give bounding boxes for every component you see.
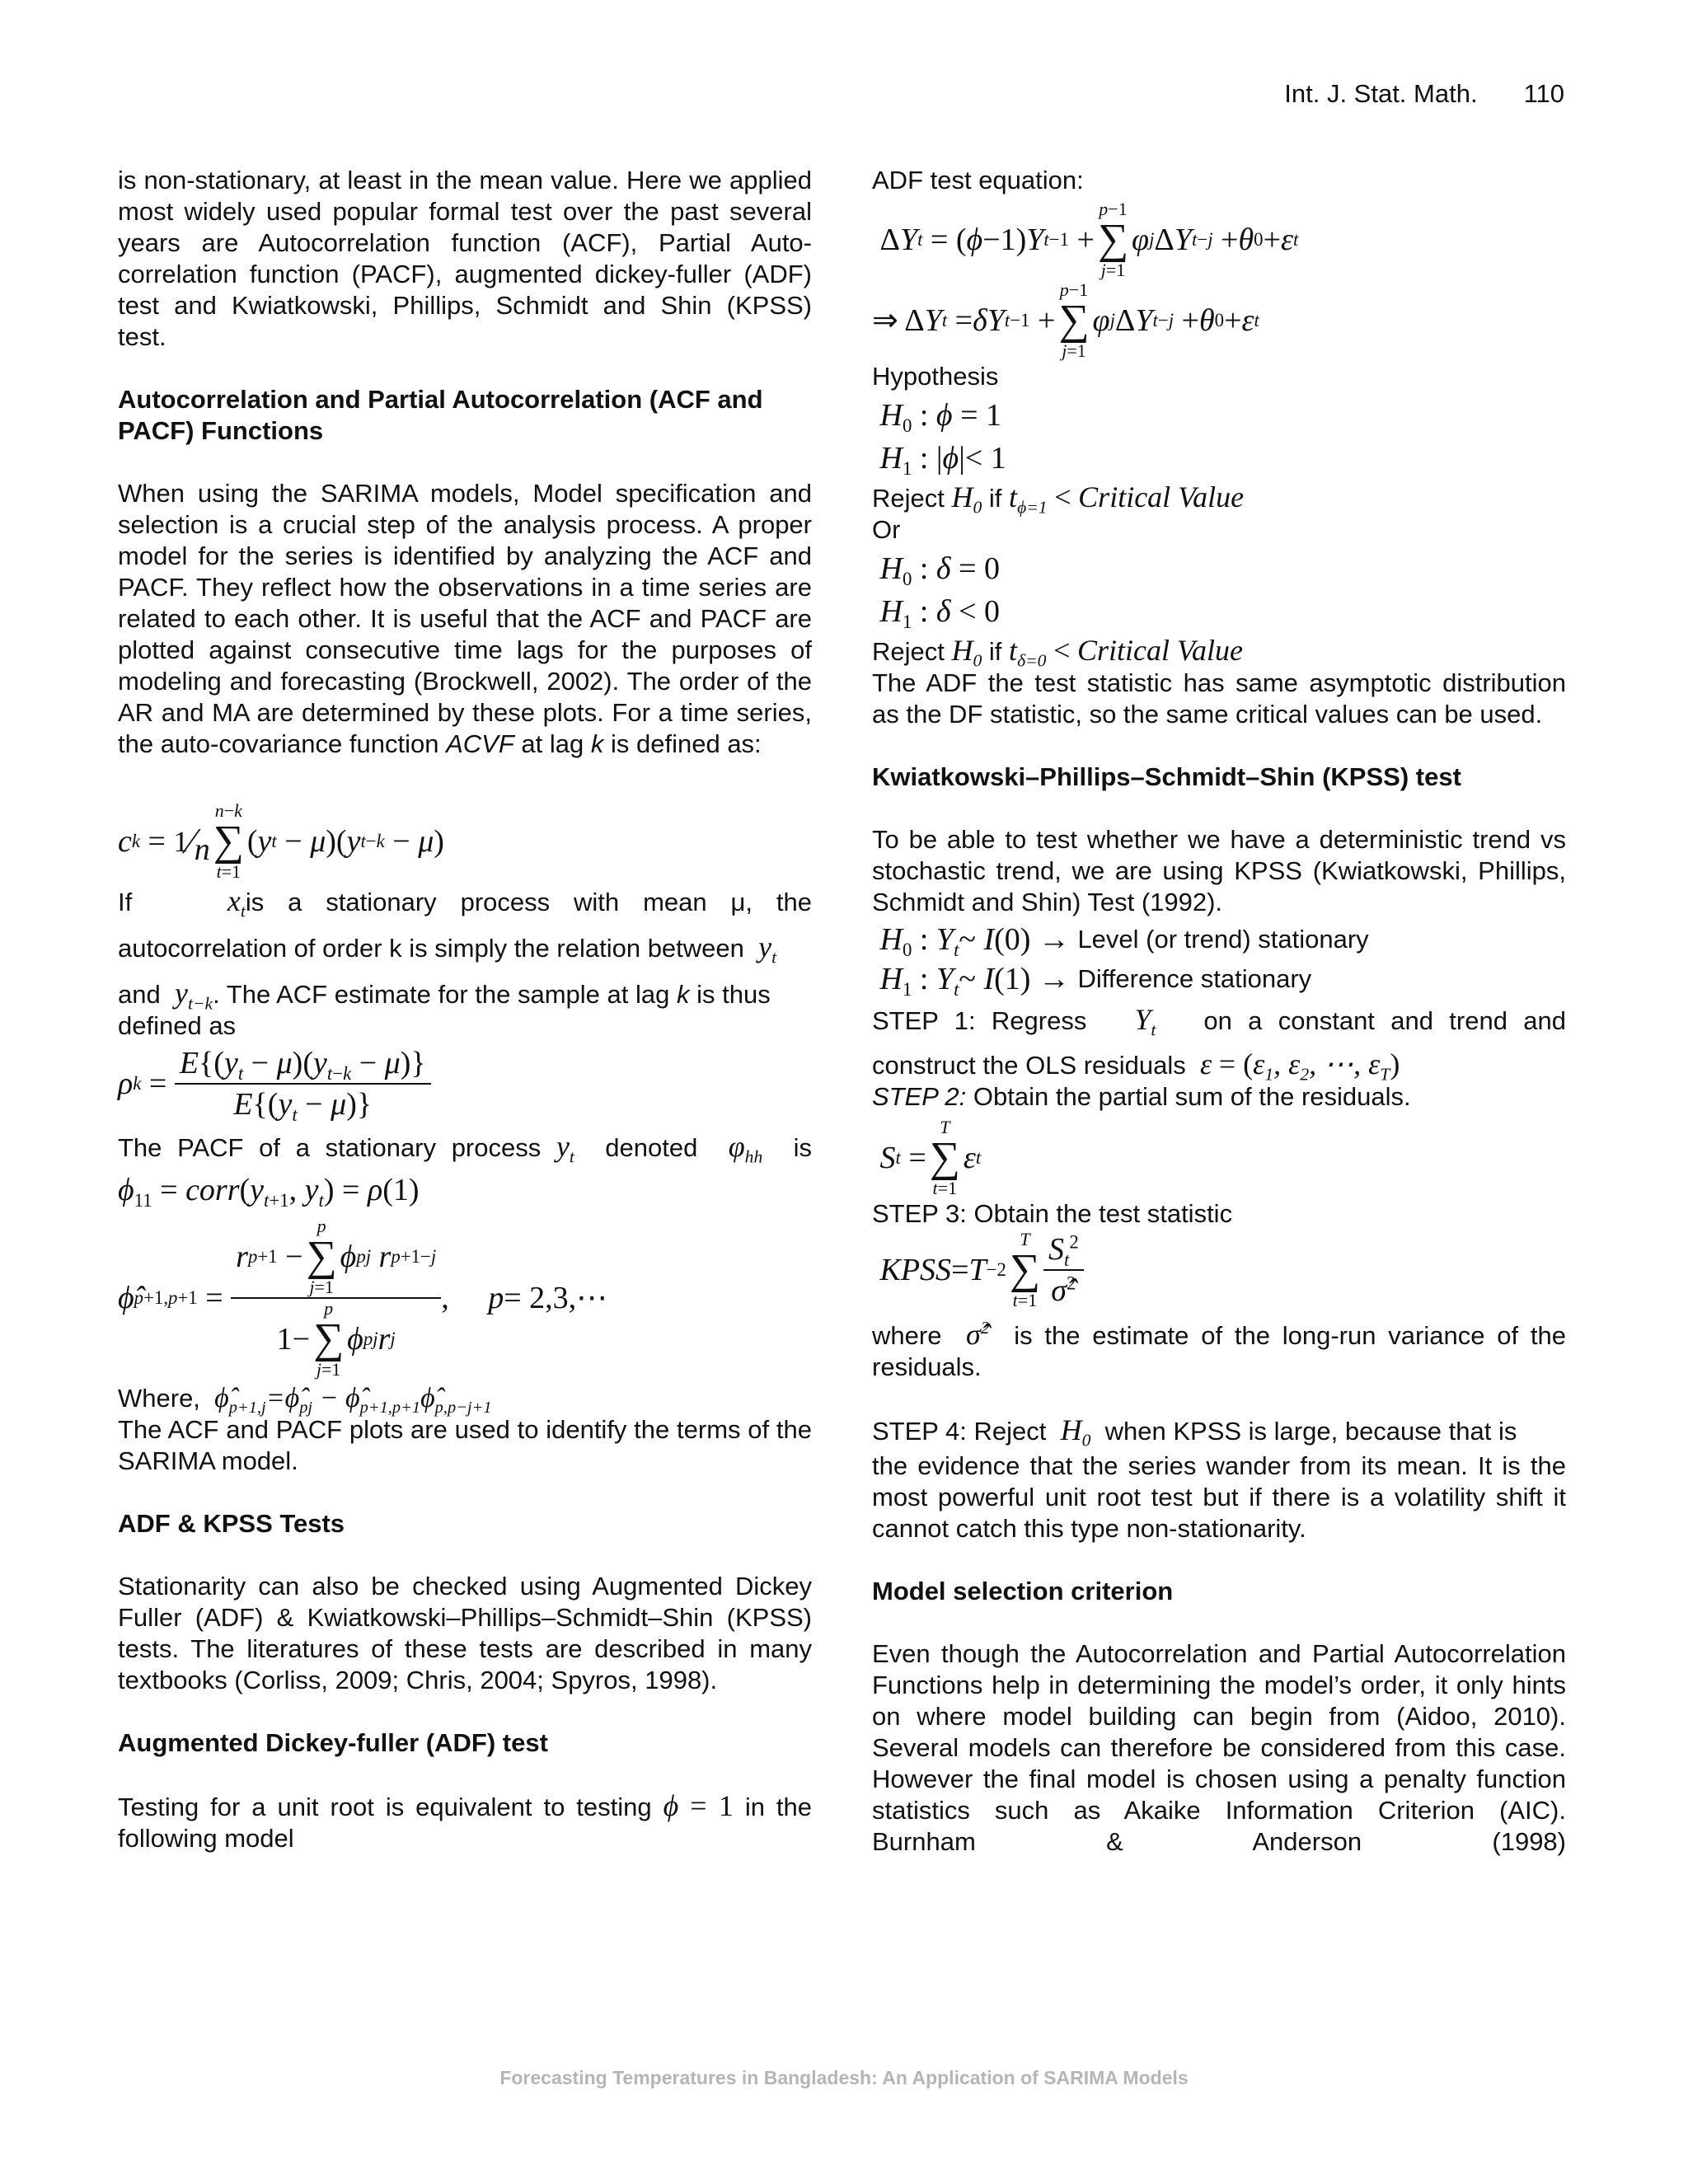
pacf-text-1: The PACF of a stationary process: [118, 1133, 542, 1162]
reject-word-2: Reject: [872, 637, 945, 666]
adf-kpss-paragraph: Stationarity can also be checked using Augmented Dickey Fuller (ADF) & Kwiatkowski–Phillips–Schmidt–Shin (KPSS) tests. The literatures of these tests are described in many textbooks (Corliss, 2009; Chris, 2004; Spyros, 1998).: [118, 1572, 812, 1694]
acvf-equation: c k = 1 ⁄ n n−k ∑ t=1 ( y t − μ )( y t−k − μ ): [118, 800, 444, 882]
left-column: [118, 165, 812, 1854]
adf-text-2: in the: [744, 1793, 812, 1821]
acvf-defined-text: is defined as:: [611, 729, 762, 758]
model-selection-paragraph: Even though the Autocorrelation and Partial Autocorrelation Functions help in determining the model’s order, it only hints on where model building can begin from (Aidoo, 2010). Several models can therefore be considered from this case. However the final model is chosen using a penalty function statistics such as Akaike Information Criterion (AIC). Burnham & Anderson (1998): [872, 1639, 1566, 1856]
autocorr-line: autocorrelation of order k is simply the relation between $y_t$: [118, 930, 777, 968]
autocorr-text: autocorrelation of order k is simply the relation between: [118, 934, 744, 963]
adf-text-1: Testing for a unit root is equivalent to testing: [118, 1793, 652, 1821]
adf-df-paragraph: The ADF the test statistic has same asymptotic distribution as the DF statistic, so the same critical values can be used.: [872, 668, 1566, 729]
where-a: where: [872, 1321, 942, 1350]
page-header: [1284, 79, 1564, 109]
acf-estimate-line: and $y_{t-k}$. The ACF estimate for the sample at lag k is thus: [118, 977, 771, 1014]
adf-h1-delta: $H_1$ : δ < 0: [879, 594, 1001, 632]
page-number: 110: [1523, 79, 1564, 108]
adf-kpss-heading: ADF & KPSS Tests: [118, 1509, 345, 1538]
acf-paragraph: [118, 478, 812, 760]
right-column: [872, 165, 1566, 1858]
acf-equation: ρ k = $\frac{E\{(y_t - \mu)(y_{t-k} - \mu)\}}{E\{(y_t - \mu)\}}$: [118, 1043, 812, 1124]
step4-line: STEP 4: Reject $H_0$ when KPSS is large, because that is: [872, 1413, 1517, 1451]
reject-line-2: Reject $H_0$ if $t_{\delta=0}$ < Critical Value: [872, 634, 1244, 671]
stationary-line: If $x_tis$ a stationary process with mean μ, the: [118, 884, 812, 921]
where-line: Where, $\phî_{p+1,j}=\phî_{pj}$ − $\phî_{p+1,p+1}\phî_{p,p-j+1}$: [118, 1383, 492, 1418]
step4-paragraph: the evidence that the series wander from its mean. It is the most powerful unit root test but if there is a volatility shift it cannot catch this type non-stationarity.: [872, 1451, 1566, 1543]
adf-equation-2: ⇒ Δ Y t = δY t−1 + p−1 ∑ j=1 φ j Δ Y t−j + θ 0 + ε t: [872, 279, 1259, 361]
adf-text-3: following model: [118, 1824, 294, 1853]
kpss-heading: Kwiatkowski–Phillips–Schmidt–Shin (KPSS) test: [872, 762, 1461, 791]
if-word-2: if: [988, 637, 1002, 666]
step1-a: STEP 1: Regress: [872, 1006, 1087, 1035]
where-variance-paragraph: where σ̂$^2$ is the estimate of the long-run variance of the residuals.: [872, 1318, 1566, 1381]
critical-value-1: Critical Value: [1078, 480, 1245, 513]
reject-line-1: Reject $H_0$ if $t_{\phi=1}$ < Critical Value: [872, 480, 1245, 518]
stationary-text: is a stationary process with mean μ, the: [245, 888, 812, 916]
step4-b: when KPSS is large, because that is: [1104, 1417, 1517, 1446]
acvf-term: ACVF: [446, 729, 514, 758]
kpss-h1-desc: Difference stationary: [1077, 964, 1312, 993]
model-selection-heading: Model selection criterion: [872, 1577, 1174, 1605]
critical-value-2: Critical Value: [1077, 634, 1244, 667]
acf-pacf-plots-paragraph: The ACF and PACF plots are used to identify the terms of the SARIMA model.: [118, 1415, 812, 1475]
adf-heading: Augmented Dickey-fuller (ADF) test: [118, 1728, 548, 1757]
adf-equation-1: Δ Y t = ( ϕ −1) Y t−1 + p−1 ∑ j=1 φ j Δ Y t−j + θ 0 + ε t: [872, 199, 1299, 280]
step1-line-2: construct the OLS residuals $\varepsilon = (\varepsilon_1$, $\varepsilon_2$, ⋯, $\varepsilon_T$): [872, 1047, 1400, 1085]
journal-name: Int. J. Stat. Math.: [1284, 79, 1478, 108]
pacf-text-3: is: [793, 1133, 813, 1162]
kpss-statistic-equation: KPSS = T −2 T ∑ t=1 $\frac{S_t^2}{\sigmâ^2}$: [872, 1230, 1566, 1310]
step3-text: STEP 3: Obtain the test statistic: [872, 1199, 1233, 1228]
step1-line-1: STEP 1: Regress $Y_t$ on a constant and trend and: [872, 1003, 1567, 1040]
kpss-paragraph: To be able to test whether we have a deterministic trend vs stochastic trend, we are using KPSS (Kwiatkowski, Phillips, Schmidt and Shin) Test (1992).: [872, 825, 1566, 916]
step2-label: STEP 2:: [872, 1082, 967, 1111]
adf-unit-root-line: Testing for a unit root is equivalent to testing ϕ = 1 in the: [118, 1789, 812, 1822]
pacf-text-2: denoted: [605, 1133, 698, 1162]
lag-k: k: [590, 729, 604, 758]
kpss-h0: $H_0$ : $Y_t\sim$ I(0) → Level (or trend) stationary: [879, 922, 1369, 960]
reject-word-1: Reject: [872, 484, 945, 513]
or-label: Or: [872, 515, 901, 544]
step2-text: Obtain the partial sum of the residuals.: [973, 1082, 1411, 1111]
kpss-h1: $H_1$ : $Y_t\sim$ I(1) → Difference stationary: [879, 962, 1312, 1000]
acf-paragraph-text: When using the SARIMA models, Model specification and selection is a crucial step of the analysis process. A proper model for the series is identified by analyzing the ACF and PACF. They reflect how the observations in a time series are related to each other. It is useful that the ACF and PACF are plotted against consecutive time lags for the purposes of modeling and forecasting (Brockwell, 2002). The order of the AR and MA are determined by these plots. For a time series, the auto-covariance function: [118, 479, 812, 758]
intro-paragraph: is non-stationary, at least in the mean value. Here we applied most widely used popular formal test over the past several years are Autocorrelation function (ACF), Partial Auto-correlation function (PACF), augmented dickey-fuller (ADF) test and Kwiatkowski, Phillips, Schmidt and Shin (KPSS) test.: [118, 166, 812, 351]
at-lag-text: at lag: [521, 729, 584, 758]
hypothesis-label: Hypothesis: [872, 362, 999, 391]
acf-est-k: k: [676, 980, 690, 1009]
step1-b: on a constant and trend and: [1203, 1006, 1567, 1035]
acf-est-text: . The ACF estimate for the sample at lag: [213, 980, 670, 1009]
acf-heading: Autocorrelation and Partial Autocorrelation (ACF and PACF) Functions: [118, 385, 763, 445]
adf-h0: $H_0$ : ϕ = 1: [879, 398, 1002, 436]
adf-equation-label: ADF test equation:: [872, 166, 1084, 194]
adf-h0-delta: $H_0$ : δ = 0: [879, 551, 1001, 589]
if-word-1: if: [988, 484, 1002, 513]
defined-as: defined as: [118, 1011, 237, 1040]
if-word: If: [118, 888, 133, 916]
where-b: is the estimate of the long-run variance of the residuals.: [872, 1321, 1566, 1381]
step4-a: STEP 4: Reject: [872, 1417, 1047, 1446]
acf-est-end: is thus: [696, 980, 771, 1009]
partial-sum-equation: S t = T ∑ t=1 ε t: [879, 1117, 982, 1198]
kpss-h0-desc: Level (or trend) stationary: [1077, 925, 1369, 954]
page-footer: Forecasting Temperatures in Bangladesh: An Application of SARIMA Models: [499, 2067, 1189, 2088]
pacf-equation: ϕ̂ p+1,p+1 = r p+1 − p ∑ j=1 ϕ pj r p+1−j 1− p ∑ j=1 ϕ pj r j , p = 2,3,⋯: [118, 1216, 608, 1380]
and-word: and: [118, 980, 161, 1009]
step2-line: [872, 1081, 1566, 1113]
phi11-equation: $\phi_{11}$ = $corr(y_{t+1}$, $y_t) = \rho(1)$: [118, 1173, 420, 1211]
pacf-line: The PACF of a stationary process $y_t$ denoted $\varphi_{hh}$ is: [118, 1130, 813, 1167]
step1-c: construct the OLS residuals: [872, 1051, 1186, 1080]
adf-h1: $H_1$ : |ϕ|< 1: [879, 441, 1006, 479]
where-word: Where,: [118, 1384, 200, 1413]
